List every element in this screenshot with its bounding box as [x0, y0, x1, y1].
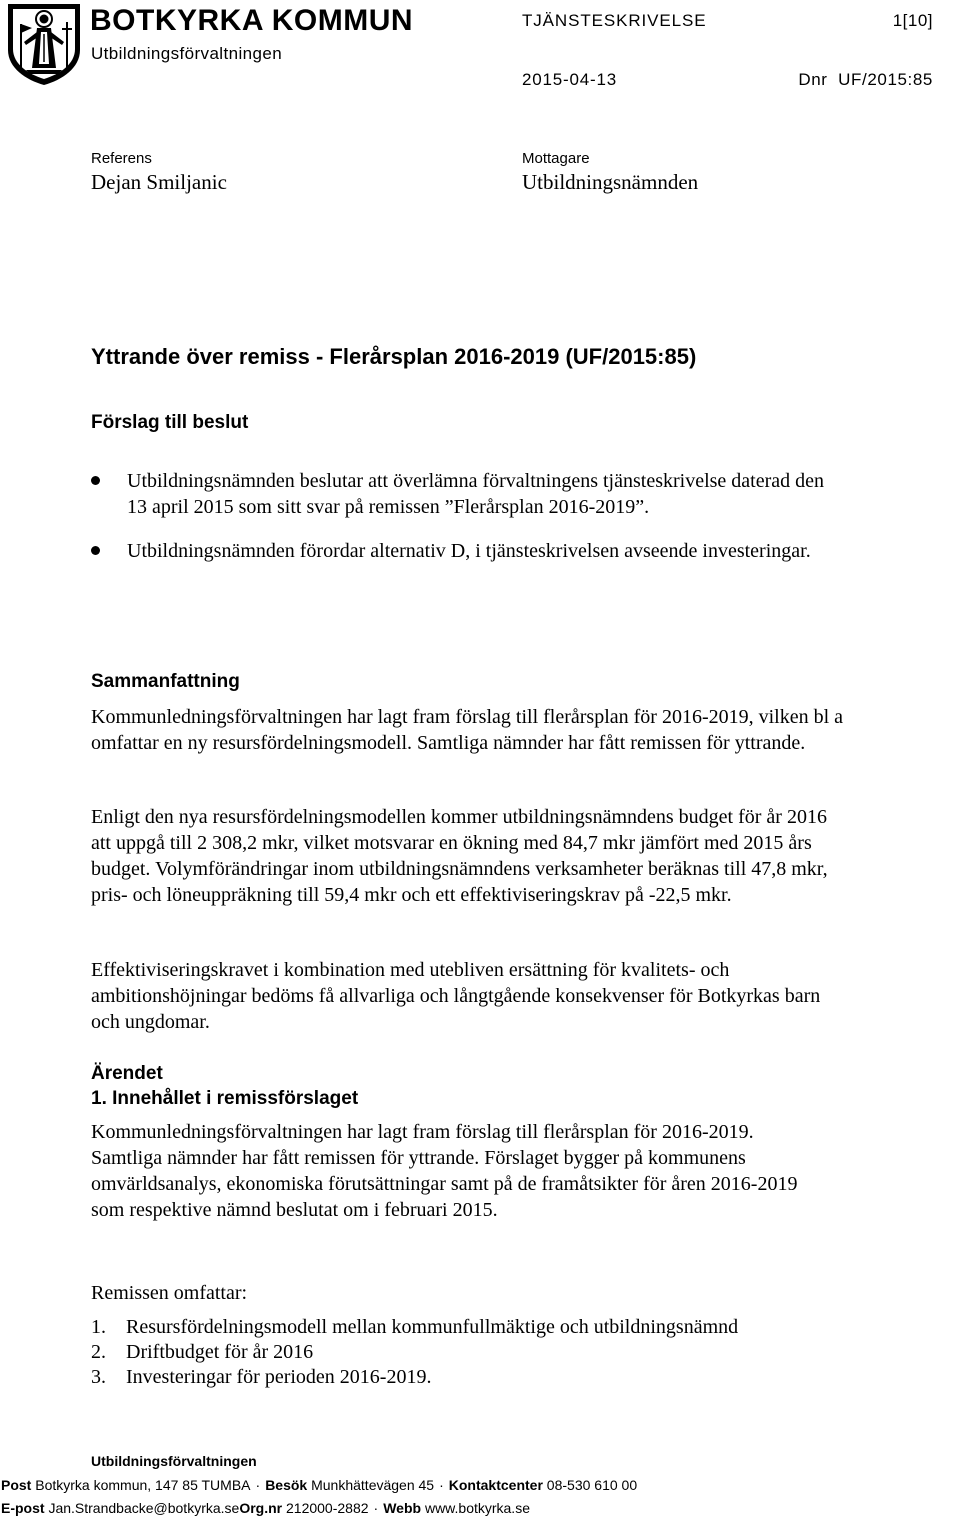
document-title: Yttrande över remiss - Flerårsplan 2016-2019 (UF/2015:85): [91, 344, 697, 369]
footer-web-value[interactable]: www.botkyrka.se: [424, 1500, 530, 1516]
recipient-value: Utbildningsnämnden: [522, 170, 699, 194]
footer-contact-value: 08-530 610 00: [546, 1477, 638, 1493]
bullet-icon: [91, 546, 100, 555]
reference-label: Referens: [91, 150, 152, 167]
reference-value: Dejan Smiljanic: [91, 170, 227, 194]
matter-heading: Ärendet: [91, 1063, 163, 1084]
document-date: 2015-04-13: [522, 70, 617, 89]
footer-orgnr-label: Org.nr: [239, 1500, 283, 1516]
footer-email-label: E-post: [1, 1500, 45, 1516]
footer-web-line: E-post Jan.Strandbacke@botkyrka.seOrg.nr 212000-2882 · Webb www.botkyrka.se: [1, 1500, 530, 1516]
proposal-item: [91, 468, 827, 520]
proposal-list: [91, 468, 851, 564]
matter-subheading: 1. Innehållet i remissförslaget: [91, 1088, 359, 1109]
document-dnr: Dnr UF/2015:85: [798, 70, 933, 89]
proposal-item-text: Utbildningsnämnden beslutar att överlämna förvaltningens tjänsteskrivelse daterad den 13 april 2015 som sitt svar på remissen ”Flerårsplan 2016-2019”.: [127, 470, 825, 518]
footer-contact-label: Kontaktcenter: [448, 1477, 543, 1493]
matter-paragraph: Kommunledningsförvaltningen har lagt fram förslag till flerårsplan för 2016-2019. Samtliga nämnder har fått remissen för yttrande. Förslaget bygger på kommunens omvärldsanalys, ekonomiska förutsättningar samt på de framåtsikter för åren 2016-2019 som respektive nämnd beslutat om i februari 2015.: [91, 1121, 798, 1221]
summary-paragraph: Effektiviseringskravet i kombination med utebliven ersättning för kvalitets- och ambitionshöjningar bedöms få allvarliga och långtgående konsekvenser för Botkyrkas barn och ungdomar.: [91, 959, 821, 1033]
recipient-label: Mottagare: [522, 150, 590, 167]
remiss-list-item: 3. Investeringar för perioden 2016-2019.: [91, 1366, 432, 1388]
remiss-list: [91, 1315, 891, 1390]
summary-heading: Sammanfattning: [91, 671, 240, 692]
department-name: Utbildningsförvaltningen: [91, 44, 283, 63]
footer-post-label: Post: [1, 1477, 32, 1493]
organization-name: BOTKYRKA KOMMUN: [90, 4, 414, 37]
footer-email-value[interactable]: Jan.Strandbacke@botkyrka.se: [48, 1500, 240, 1516]
page-number: 1[10]: [892, 11, 933, 30]
bullet-icon: [91, 476, 100, 485]
remiss-list-item: 2. Driftbudget för år 2016: [91, 1341, 314, 1363]
footer-visit-label: Besök: [265, 1477, 308, 1493]
document-type: TJÄNSTESKRIVELSE: [522, 11, 707, 30]
footer-department: Utbildningsförvaltningen: [91, 1453, 257, 1469]
summary-paragraph: Enligt den nya resursfördelningsmodellen kommer utbildningsnämndens budget för år 2016 att uppgå till 2 308,2 mkr, vilket motsvarar en ökning med 84,7 mkr jämfört med 2015 års budget. Volymförändringar inom utbildningsnämndens verksamheter beräknas till 47,8 mkr, pris- och löneuppräkning till 59,4 mkr och ett effektiviseringskrav på -22,5 mkr.: [91, 806, 828, 906]
footer-contact-line: Post Botkyrka kommun, 147 85 TUMBA · Besök Munkhättevägen 45 · Kontaktcenter 08-530 610 00: [1, 1477, 638, 1493]
footer-post-value: Botkyrka kommun, 147 85 TUMBA: [35, 1477, 251, 1493]
proposal-heading: Förslag till beslut: [91, 412, 249, 433]
list-intro: Remissen omfattar:: [91, 1282, 248, 1304]
footer-visit-value: Munkhättevägen 45: [311, 1477, 435, 1493]
proposal-item-text: Utbildningsnämnden förordar alternativ D, i tjänsteskrivelsen avseende investeringar.: [127, 540, 811, 562]
footer-web-label: Webb: [383, 1500, 422, 1516]
remiss-list-item: 1. Resursfördelningsmodell mellan kommunfullmäktige och utbildningsnämnd: [91, 1316, 739, 1338]
summary-paragraph: Kommunledningsförvaltningen har lagt fram förslag till flerårsplan för 2016-2019, vilken bl a omfattar en ny resursfördelningsmodell. Samtliga nämnder har fått remissen för yttrande.: [91, 706, 844, 754]
coat-of-arms-logo: [4, 2, 84, 86]
proposal-item: [91, 538, 827, 564]
footer-orgnr-value: 212000-2882: [286, 1500, 369, 1516]
